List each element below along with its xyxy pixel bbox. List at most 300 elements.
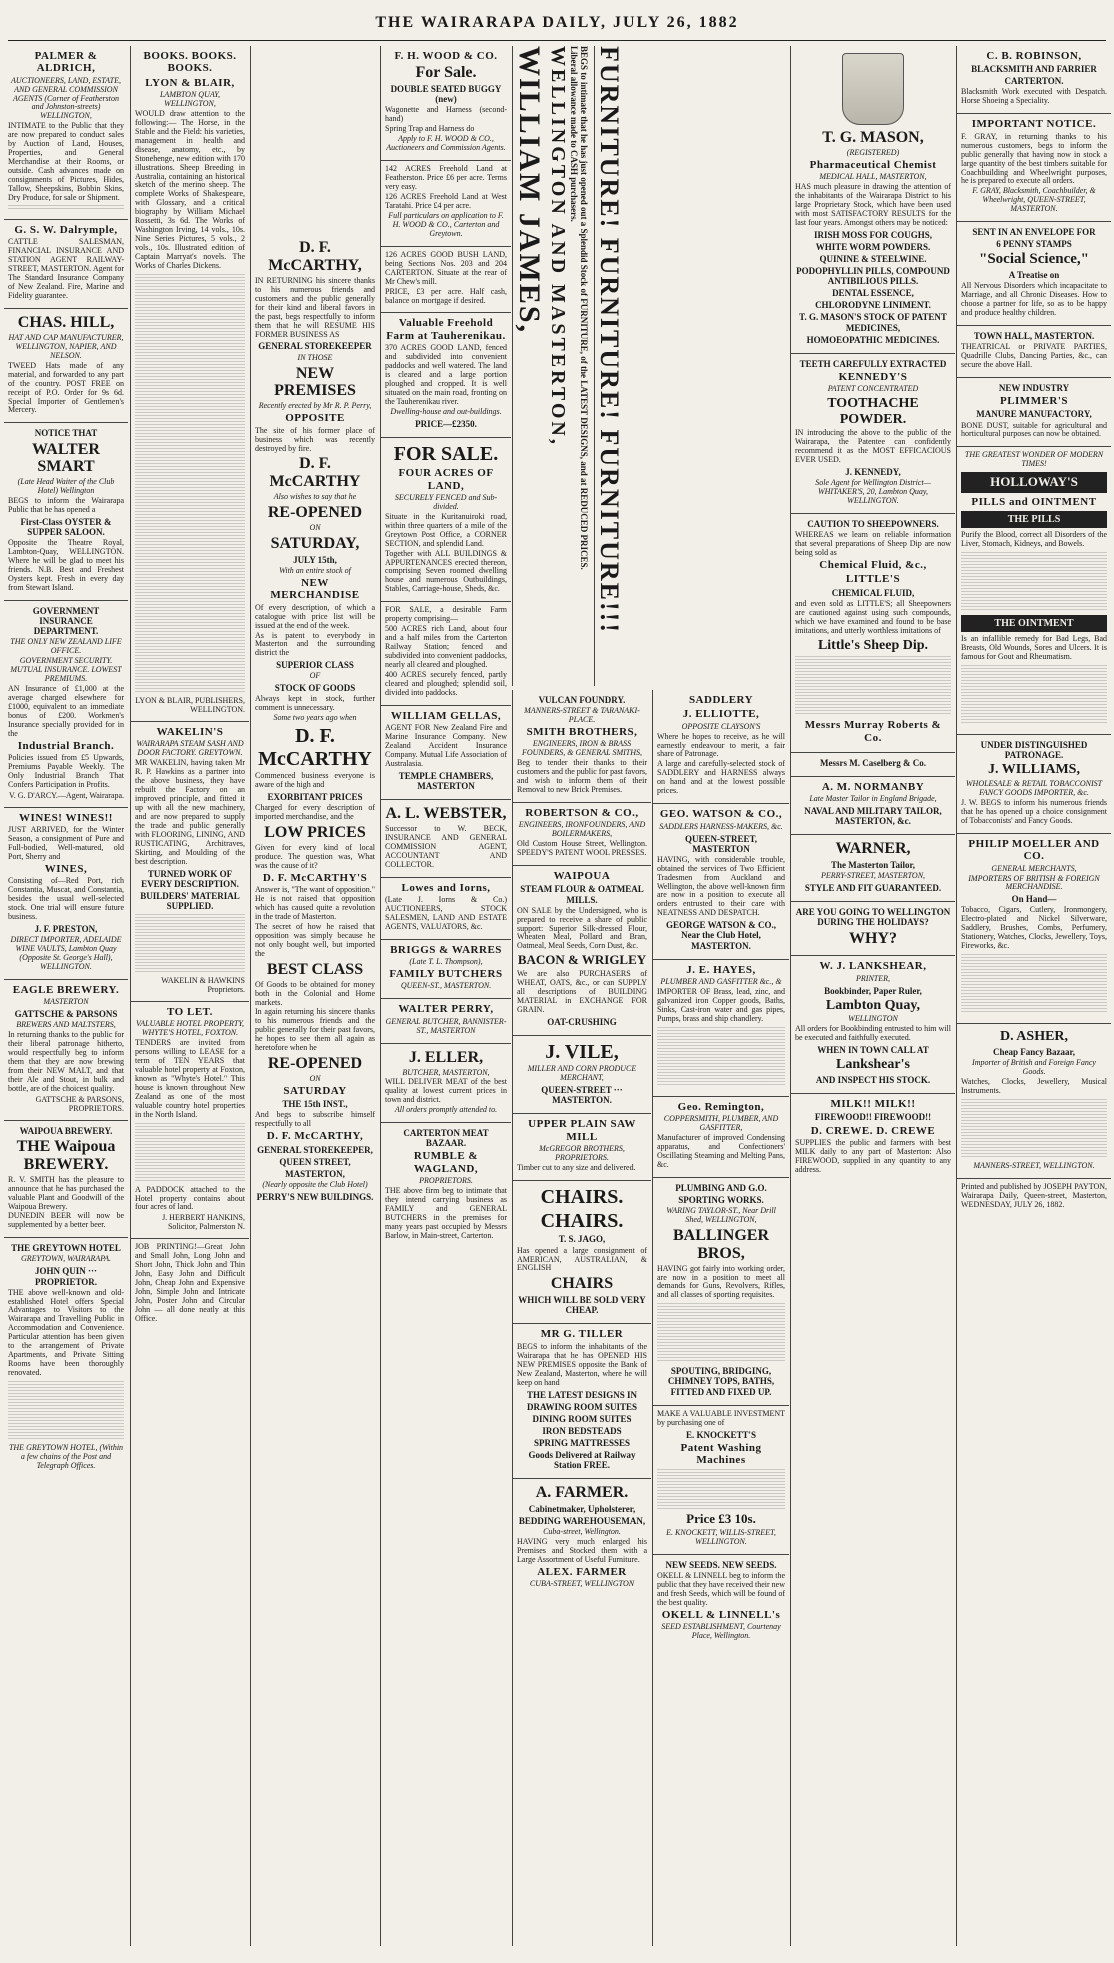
ad-subtitle: The Masterton Tailor, bbox=[831, 860, 915, 871]
ad-vulcan-foundry bbox=[513, 690, 651, 803]
ad-subtitle: IMPORTERS OF BRITISH & FOREIGN MERCHANDISE. bbox=[968, 873, 1100, 892]
ad-line: Some two years ago when bbox=[273, 713, 357, 723]
ad-body: INTIMATE to the Public that they are now prepared to conduct sales by Auction of Land, Houses, Properties, and General Merchandise at their Rooms, or outside. Cash advances made on consignments of Pictures, Hides, Tallow, Sheepskins, Bobbin Skins, Dry Produce, for sale or Shipment. bbox=[8, 121, 124, 203]
ad-lyon-blair bbox=[131, 46, 249, 722]
printer-imprint: Printed and published by JOSEPH PAYTON, Wairarapa Daily, Queen-street, Masterton, WEDNESDAY, JULY 26, 1882. bbox=[961, 1181, 1107, 1209]
ad-heading: MANURE MANUFACTORY, bbox=[976, 409, 1092, 420]
ad-body: All Nervous Disorders which incapacitate to Marriage, and all Chronic Diseases. How to choose a partner for life, so as to be happy and produce healthy children. bbox=[961, 281, 1107, 318]
ad-dalrymple bbox=[4, 220, 128, 309]
ad-title: D. ASHER, bbox=[999, 1029, 1069, 1045]
ad-title: F. H. WOOD & CO. bbox=[394, 50, 498, 62]
ad-heading: First-Class OYSTER & SUPPER SALOON. bbox=[20, 517, 112, 538]
ad-subtitle: WAIRARAPA STEAM SASH AND DOOR FACTORY. GREYTOWN. bbox=[136, 739, 244, 758]
ad-remington bbox=[653, 1097, 789, 1178]
ad-body: Always kept in stock, further comment is unnecessary. bbox=[255, 694, 375, 713]
ad-lankshear bbox=[791, 956, 955, 1094]
ad-caselberg bbox=[791, 753, 955, 777]
ad-title: NEW INDUSTRY bbox=[998, 383, 1070, 394]
ad-body: 400 ACRES securely fenced, partly cleared and ploughed; splendid soil, divided into paddocks. bbox=[385, 669, 507, 697]
text-filler bbox=[961, 954, 1107, 1014]
ad-line: Cuba-street, Wellington. bbox=[543, 1527, 621, 1537]
ad-heading: FIREWOOD!! FIREWOOD!! bbox=[814, 1112, 932, 1123]
ad-subtitle: (REGISTERED) bbox=[846, 147, 900, 157]
ad-body: SUPPLIES the public and farmers with best MILK daily to any part of Masterton: Also FIREWOOD, supplied in any quantity to any address. bbox=[795, 1137, 951, 1174]
ad-line: THE LATEST DESIGNS IN bbox=[527, 1389, 637, 1400]
ad-subtitle: MEDICAL HALL, MASTERTON, bbox=[819, 172, 927, 182]
ad-heading: "Social Science," bbox=[979, 251, 1089, 268]
ad-heading: WHY? bbox=[849, 929, 897, 947]
ad-holloway bbox=[957, 447, 1111, 735]
ad-heading: WINES, bbox=[44, 862, 88, 875]
ad-knockett bbox=[653, 1406, 789, 1555]
ad-subtitle: Importer of British and Foreign Fancy Goods. bbox=[972, 1058, 1096, 1076]
ad-name: ALEX. FARMER bbox=[537, 1565, 627, 1578]
ad-title: TO LET. bbox=[167, 1005, 213, 1018]
ad-title: PALMER & ALDRICH, bbox=[34, 50, 98, 75]
ad-title: NOTICE THAT bbox=[34, 428, 98, 439]
ad-body: The secret of how he raised that opposition was simply because he not only bought well, but imported the bbox=[255, 921, 375, 958]
ad-line: ON bbox=[309, 1074, 321, 1084]
ad-footer: Sole Agent for Wellington District— WHITAKER'S, 20, Lambton Quay, WELLINGTON. bbox=[815, 478, 931, 506]
ad-eller bbox=[381, 1044, 511, 1124]
ad-heading: PILLS and OINTMENT bbox=[971, 495, 1097, 508]
ad-line: Recently erected by Mr R. P. Perry, bbox=[258, 401, 372, 411]
ad-subtitle: BREWERS AND MALTSTERS, bbox=[16, 1020, 116, 1030]
ad-body: Of every description, of which a catalogue with price list will be issued at the end of the week. bbox=[255, 602, 375, 630]
ad-line: NAVAL AND MILITARY TAILOR, MASTERTON, &c. bbox=[804, 806, 942, 827]
ad-heading: OPPOSITE bbox=[285, 412, 345, 425]
ad-wakelin bbox=[131, 722, 249, 1002]
ad-line: Full particulars on application to F. H. WOOD & CO., Carterton and Greytown. bbox=[388, 210, 504, 238]
ad-subtitle: Late Master Tailor in England Brigade, bbox=[809, 794, 937, 804]
ad-body: Policies issued from £5 Upwards, Premiums Payable Weekly. The Only Industrial Branch That Confers Participation in Profits. bbox=[8, 753, 124, 789]
column-7 bbox=[652, 690, 789, 1946]
ad-gray-notice bbox=[957, 114, 1111, 222]
ad-body: Consisting of—Red Port, rich Constantia, Muscat, and Constantia, besides the usual well-selected stock. One trial will ensure future business. bbox=[8, 876, 124, 922]
ad-body: Watches, Clocks, Jewellery, Musical Instruments. bbox=[961, 1076, 1107, 1095]
ad-greytown-hotel bbox=[4, 1238, 128, 1478]
ad-title: PHILIP MOELLER AND CO. bbox=[968, 837, 1100, 863]
ad-title: WAIPOUA bbox=[553, 870, 611, 883]
ad-body: BEGS to inform the inhabitants of the Wairarapa that he has OPENED HIS NEW PREMISES opposite the Bank of New Zealand, Masterton, where he will keep on hand bbox=[517, 1341, 647, 1387]
ad-body: TWEED Hats made of any material, and forwarded to any part of the country. POST FREE on receipt of P.O. Order for 9s 6d. Special Importer of Gentlemen's Mercery. bbox=[8, 360, 124, 415]
ad-body: Together with ALL BUILDINGS & APPURTENANCES erected thereon, comprising Seven roomed dwelling house and numerous Outbuildings, Stables, Carriage-house, Sheds, &c. bbox=[385, 548, 507, 594]
ad-subtitle: AUCTIONEERS, LAND, ESTATE, AND GENERAL COMMISSION AGENTS (Corner of Featherston and Johnston-streets) WELLINGTON, bbox=[10, 75, 121, 121]
ad-line: Spring Trap and Harness do bbox=[385, 124, 475, 134]
ad-name: D. CREWE. D. CREWE bbox=[810, 1124, 936, 1137]
ad-heading: CHAIRS bbox=[550, 1275, 614, 1293]
column-8 bbox=[790, 46, 955, 1946]
ad-title: SENT IN AN ENVELOPE FOR bbox=[972, 227, 1096, 238]
ad-name: RUMBLE & WAGLAND, bbox=[413, 1150, 479, 1175]
ad-heading: SUPERIOR CLASS bbox=[276, 660, 354, 671]
ad-price: PRICE—£2350. bbox=[415, 418, 477, 429]
ad-robinson bbox=[957, 46, 1111, 114]
ad-line: WHITE WORM POWDERS. bbox=[815, 241, 931, 252]
ad-footer: SEED ESTABLISHMENT, Courtenay Place, Wellington. bbox=[661, 1621, 781, 1640]
ad-line: IRISH MOSS FOR COUGHS, bbox=[813, 229, 933, 240]
ad-signature: WAKELIN & HAWKINS Proprietors. bbox=[161, 975, 245, 994]
column-1 bbox=[4, 46, 128, 1946]
ad-name: J. WILLIAMS, bbox=[988, 762, 1080, 778]
ad-asher bbox=[957, 1024, 1111, 1179]
ad-body: R. V. SMITH has the pleasure to announce that he has purchased the valuable Plant and Goodwill of the Waipoua Brewery. bbox=[8, 1174, 124, 1211]
ad-subtitle: GREYTOWN, WAIRARAPA. bbox=[20, 1254, 112, 1264]
ad-subtitle: THE ONLY NEW ZEALAND LIFE OFFICE. bbox=[10, 637, 122, 656]
ad-body: FOR SALE, a desirable Farm property comprising— bbox=[385, 605, 507, 624]
ad-heading: SATURDAY bbox=[283, 1085, 347, 1098]
ad-line: DOUBLE SEATED BUGGY (new) bbox=[390, 84, 502, 105]
ad-subtitle: MANNERS-STREET & TARANAKI-PLACE. bbox=[524, 706, 640, 725]
ad-name: D. F. McCARTHY, bbox=[266, 1130, 364, 1143]
ad-line: PODOPHYLLIN PILLS, COMPOUND ANTIBILIOUS PILLS. bbox=[796, 266, 950, 287]
ad-body: CATTLE SALESMAN, FINANCIAL INSURANCE AND STATION AGENT RAILWAY-STREET, MASTERTON. Agent for The Standard Insurance Company of New Zealand. Fire, Marine and Fidelity guarantee. bbox=[8, 237, 124, 300]
ad-eagle-brewery bbox=[4, 980, 128, 1121]
ad-body: Opposite the Theatre Royal, Lambton-Quay, WELLINGTON. Where he will be glad to meet his friends. N.B. Best and Freshest Oysters kept. Fresh in every day from Stewart Island. bbox=[8, 538, 124, 593]
ad-elliotte bbox=[653, 690, 789, 804]
ad-watson bbox=[653, 804, 789, 959]
ad-body: IN introducing the above to the public of the Wairarapa, the Patentee can confidently recommend it as the MOST EFFICACIOUS EVER USED. bbox=[795, 428, 951, 465]
ad-subtitle: ENGINEERS, IRON & BRASS FOUNDERS, & GENERAL SMITHS, bbox=[521, 739, 643, 758]
ad-subtitle: BUTCHER, MASTERTON, bbox=[402, 1067, 490, 1077]
ad-signature: F. GRAY, Blacksmith, Coachbuilder, & Wheelwright, QUEEN-STREET, MASTERTON. bbox=[972, 186, 1096, 214]
ad-title: NEW SEEDS. NEW SEEDS. bbox=[665, 1559, 777, 1570]
ad-line: DRAWING ROOM SUITES bbox=[526, 1401, 638, 1412]
ad-robertson bbox=[513, 803, 651, 866]
ad-heading: FOUR ACRES OF LAND, bbox=[398, 467, 494, 492]
ad-body: PRICE, £3 per acre. Half cash, balance on mortgage if desired. bbox=[385, 286, 507, 305]
ad-name: Lankshear's bbox=[836, 1057, 910, 1073]
ad-title: J. ELLER, bbox=[408, 1048, 484, 1066]
ad-line: All orders promptly attended to. bbox=[394, 1105, 498, 1115]
ad-title: MR G. TILLER bbox=[540, 1328, 624, 1341]
ad-palmer-aldrich bbox=[4, 46, 128, 220]
ad-body: OKELL & LINNELL beg to inform the public that they have received their new and fresh Seeds, which will be found of the best quality. bbox=[657, 1570, 785, 1607]
ad-title: Messrs M. Caselberg & Co. bbox=[820, 757, 926, 768]
ad-body: Given for every kind of local produce. The question was, What was the cause of it? bbox=[255, 842, 375, 870]
ad-title: BOOKS. BOOKS. BOOKS. bbox=[143, 50, 237, 75]
ad-body: 370 ACRES GOOD LAND, fenced and subdivided into convenient paddocks and well watered. The land is cleared and a large portion ploughed and cropped. It is well situated on the main road, fronting on the Tauherenikau river. bbox=[385, 343, 507, 406]
ad-name: GATTSCHE & PARSONS bbox=[14, 1009, 118, 1020]
ad-line: THE 15th INST., bbox=[282, 1099, 348, 1110]
ad-vile bbox=[513, 1036, 651, 1114]
ad-body: AGENT FOR New Zealand Fire and Marine Insurance Company. New Zealand Accident Insurance Company. Mutual Life Association of Australasia. bbox=[385, 723, 507, 768]
ad-heading: For Sale. bbox=[415, 64, 477, 82]
ad-body: JUST ARRIVED, for the Winter Season, a consignment of Pure and Full-bodied, Well-matured, old Port, Sherry and bbox=[8, 825, 124, 861]
ad-name: THE Waipoua BREWERY. bbox=[16, 1137, 116, 1173]
ad-body: BONE DUST, suitable for agricultural and horticultural purposes can now be obtained. bbox=[961, 420, 1107, 439]
ad-subtitle: MILLER AND CORN PRODUCE MERCHANT, bbox=[527, 1064, 637, 1083]
ad-farmer bbox=[513, 1479, 651, 1596]
ad-heading: BUILDERS' MATERIAL SUPPLIED. bbox=[140, 890, 240, 911]
ad-line: CARTERTON. bbox=[1004, 76, 1064, 87]
ad-line: Dwelling-house and out-buildings. bbox=[390, 406, 502, 416]
ad-title: TOWN HALL, MASTERTON. bbox=[973, 331, 1095, 342]
ad-banner: THE PILLS bbox=[961, 511, 1107, 528]
ad-hayes bbox=[653, 960, 789, 1097]
ad-line: WHICH WILL BE SOLD VERY CHEAP. bbox=[518, 1295, 646, 1316]
ad-subtitle: HAT AND CAP MANUFACTURER, WELLINGTON, NAPIER, AND NELSON. bbox=[8, 332, 124, 360]
ad-title: MILK!! MILK!! bbox=[830, 1098, 916, 1111]
column-2 bbox=[130, 46, 249, 1946]
ad-heading: STOCK OF GOODS bbox=[274, 683, 356, 694]
ad-line: T. G. MASON'S STOCK OF PATENT MEDICINES, bbox=[799, 312, 947, 333]
text-filler bbox=[135, 1123, 245, 1183]
ad-line: IRON BEDSTEADS bbox=[542, 1425, 622, 1436]
ad-subtitle: WARING TAYLOR-ST., Near Drill Shed, WELLINGTON, bbox=[666, 1205, 776, 1224]
ad-banner: THE OINTMENT bbox=[961, 615, 1107, 632]
ad-heading: Bookbinder, Paper Ruler, bbox=[824, 985, 922, 996]
ad-name: Messrs Murray Roberts & Co. bbox=[804, 719, 942, 744]
ad-heading: Little's Sheep Dip. bbox=[817, 637, 929, 653]
ad-line: DINING ROOM SUITES bbox=[532, 1413, 632, 1424]
ad-line: CHLORODYNE LINIMENT. bbox=[815, 300, 931, 311]
ad-okell-linnell bbox=[653, 1555, 789, 1648]
ad-line: JULY 15th, bbox=[293, 554, 337, 565]
ad-name: D. F. McCARTHY bbox=[258, 725, 372, 770]
ad-name: WALTER SMART bbox=[32, 440, 100, 476]
ad-title: BRIGGS & WARRES bbox=[390, 943, 502, 956]
ad-body: Is an infallible remedy for Bad Legs, Bad Breasts, Old Wounds, Sores and Ulcers. It is famous for Gout and Rheumatism. bbox=[961, 634, 1107, 662]
masthead-rule bbox=[8, 40, 1106, 41]
ad-line: STYLE AND FIT GUARANTEED. bbox=[804, 883, 942, 894]
ad-body: MR WAKELIN, having taken Mr R. P. Hawkins as a partner into the above business, they have rebuilt the Factory on an improved principle, and fitted it up with all the new machinery, and are now prepared to supply the trade and public generally with FLOORING, LINING, AND RUSTICATING, Architraves, Skirting, and Moulding of the best description. bbox=[135, 758, 245, 866]
ad-signature: J. HERBERT HANKINS, Solicitor, Palmerston N. bbox=[162, 1213, 245, 1232]
ad-line: GENERAL STOREKEEPER, bbox=[257, 1144, 373, 1155]
ad-title: CHAIRS. bbox=[540, 1185, 624, 1208]
column-9 bbox=[956, 46, 1111, 1946]
ad-town-hall bbox=[957, 326, 1111, 378]
ad-body: 142 ACRES Freehold Land at Featherston. Price £6 per acre. Terms very easy. bbox=[385, 164, 507, 192]
ad-heading: Chemical Fluid, &c., bbox=[819, 559, 927, 572]
ad-heading: TOOTHACHE POWDER. bbox=[827, 396, 919, 427]
ad-heading: Patent Washing Machines bbox=[680, 1441, 762, 1466]
ad-line: BEGS to intimate that he has just opened out a Splendid Stock of FURNITURE, of the LATEST DESIGNS, and at REDUCED PRICES. bbox=[579, 46, 590, 570]
ad-title: TEETH CAREFULLY EXTRACTED bbox=[799, 358, 947, 369]
column-3 bbox=[250, 46, 379, 1946]
ad-government-insurance bbox=[4, 601, 128, 808]
ad-kennedy bbox=[791, 354, 955, 514]
ad-title: G. S. W. Dalrymple, bbox=[14, 223, 118, 236]
ad-banner: HOLLOWAY'S bbox=[961, 472, 1107, 493]
ad-line: IN THOSE bbox=[297, 352, 333, 362]
ad-heading: OAT-CRUSHING bbox=[547, 1016, 617, 1027]
ad-heading: LITTLE'S bbox=[845, 573, 901, 586]
ad-heading: SATURDAY, bbox=[270, 535, 360, 553]
ad-rumble-wagland bbox=[381, 1123, 511, 1247]
ad-body: JOB PRINTING!—Great John and Small John, Long John and Short John, Thick John and Thin John, Easy John and Difficult John, Cheap John and Expensive John, Simple John and Intricate John, Poster John and Circular John — all done neatly at this Office. bbox=[135, 1242, 245, 1323]
ad-name: OKELL & LINNELL's bbox=[661, 1608, 781, 1621]
ad-body: A large and carefully-selected stock of SADDLERY and HARNESS always on hand and at the lowest possible prices. bbox=[657, 759, 785, 796]
ad-subtitle: GOVERNMENT SECURITY. MUTUAL INSURANCE. LOWEST PREMIUMS. bbox=[10, 656, 122, 684]
ad-line: WHEN IN TOWN CALL AT bbox=[817, 1045, 929, 1056]
ad-line: QUEEN-ST., MASTERTON. bbox=[400, 981, 492, 991]
ad-title: Geo. Remington, bbox=[677, 1100, 765, 1113]
ad-subtitle: COPPERSMITH, PLUMBER, AND GASFITTER, bbox=[663, 1113, 779, 1132]
ad-body: HAVING very much enlarged his Premises and Stocked them with a Large Assortment of Useful Furniture. bbox=[517, 1537, 647, 1565]
ad-title: A. L. WEBSTER, bbox=[385, 805, 507, 823]
ad-subtitle: (Late Head Waiter of the Club Hotel) Wellington bbox=[17, 477, 115, 496]
ad-subtitle: LAMBTON QUAY, WELLINGTON, bbox=[159, 89, 221, 108]
ad-title: THE GREYTOWN HOTEL bbox=[11, 1243, 121, 1254]
ad-heading: BEST CLASS bbox=[266, 960, 364, 978]
ad-title: J. E. HAYES, bbox=[686, 963, 756, 976]
ad-body: F. GRAY, in returning thanks to his numerous customers, begs to inform the public generally that having now in stock a large quantity of the best timbers suitable for Coachbuilding and Wheelwright purposes, he is prepared to execute all orders. bbox=[961, 131, 1107, 186]
text-filler bbox=[657, 1027, 785, 1087]
ad-heading: RE-OPENED bbox=[267, 504, 363, 522]
mortar-pestle-icon bbox=[842, 53, 904, 125]
ad-subtitle: Cabinetmaker, Upholsterer, bbox=[528, 1504, 636, 1515]
ad-heading: CHEMICAL FLUID, bbox=[831, 587, 915, 598]
ad-title: ARE YOU GOING TO WELLINGTON DURING THE HOLIDAYS? bbox=[795, 907, 951, 928]
column-6 bbox=[512, 690, 651, 1946]
ad-line: (Nearly opposite the Club Hotel) bbox=[262, 1179, 368, 1189]
ad-normanby bbox=[791, 777, 955, 835]
ad-william-gellas bbox=[381, 706, 511, 800]
ad-wood-for-sale bbox=[381, 46, 511, 161]
ad-title: EAGLE BREWERY. bbox=[12, 983, 120, 996]
ad-body: ON SALE by the Undersigned, who is prepared to receive a share of public support: Superior Silk-dressed Flour, Wheaten Meal, Pollard and Bran, Oatmeal, Meal Seeds, Corn Dust, &c. bbox=[517, 905, 647, 951]
ad-crewe bbox=[791, 1094, 955, 1182]
ad-line: ON bbox=[309, 523, 321, 533]
ad-wellington-holidays bbox=[791, 902, 955, 956]
ad-body: THEATRICAL or PRIVATE PARTIES, Quadrille Clubs, Dancing Parties, &c., can secure the above Hall. bbox=[961, 342, 1107, 370]
ad-subtitle: PROPRIETORS. bbox=[419, 1176, 473, 1186]
ad-name: J. ELLIOTTE, bbox=[682, 708, 760, 721]
ad-footer: E. KNOCKETT, WILLIS-STREET, WELLINGTON. bbox=[666, 1527, 776, 1546]
ad-line: AND INSPECT HIS STOCK. bbox=[815, 1075, 931, 1086]
ad-heading: STEAM FLOUR & OATMEAL MILLS. bbox=[520, 884, 644, 905]
ad-body: 500 ACRES rich Land, about four and a half miles from the Carterton Railway Station; fenced and subdivided into convenient paddocks, nearly all cleared and ploughed. bbox=[385, 624, 507, 670]
ad-body: A PADDOCK attached to the Hotel property contains about four acres of land. bbox=[135, 1184, 245, 1212]
ad-body: Successor to W. BECK, INSURANCE AND GENERAL COMMISSION AGENT, ACCOUNTANT AND COLLECTOR. bbox=[385, 823, 507, 869]
ad-body: Where he hopes to receive, as he will earnestly endeavour to merit, a fair share of Patronage. bbox=[657, 731, 785, 759]
text-filler bbox=[657, 1469, 785, 1509]
ad-subtitle: BEDDING WAREHOUSEMAN, bbox=[518, 1516, 646, 1527]
ad-chairs-jago bbox=[513, 1181, 651, 1325]
ad-subtitle: PLUMBER AND GASFITTER &c., & bbox=[660, 976, 782, 986]
ad-body: Purify the Blood, correct all Disorders of the Liver, Stomach, Kidneys, and Bowels. bbox=[961, 530, 1107, 549]
ad-signature: LYON & BLAIR, PUBLISHERS, WELLINGTON. bbox=[135, 696, 245, 714]
ad-wood-bush-land bbox=[381, 247, 511, 314]
ad-line: QUEEN STREET, bbox=[279, 1156, 351, 1167]
ad-lowes-iorns bbox=[381, 878, 511, 940]
ad-name: KENNEDY'S bbox=[838, 370, 908, 383]
ad-heading: SPORTING WORKS. bbox=[678, 1194, 764, 1205]
ad-title: THE GREATEST WONDER OF MODERN TIMES! bbox=[964, 450, 1104, 469]
ad-farm-property bbox=[381, 602, 511, 706]
ad-body: The site of his former place of business which was recently destroyed by fire. bbox=[255, 425, 375, 453]
ad-line: QUEEN-STREET, MASTERTON bbox=[684, 833, 758, 854]
ad-body: IMPORTER OF Brass, lead, zinc, and galvanized iron Copper goods, Baths, Sinks, Cast-iron water and gas pipes, Pumps, brass and ship chandlery. bbox=[657, 986, 785, 1023]
ad-body: In returning thanks to the public for their liberal patronage hitherto, would respectfully beg to inform them that they are now brewing from their NEW MALT, and that their Ale and Stout, in bulk and bottle, are of the choicest quality. bbox=[8, 1030, 124, 1093]
ad-body: And begs to subscribe himself respectfully to all bbox=[255, 1110, 375, 1129]
rotated-ad-container bbox=[595, 46, 643, 686]
ad-body: 126 ACRES GOOD BUSH LAND, being Sections Nos. 203 and 204 CARTERTON. Situate at the rear of Mr Chew's mill. bbox=[385, 249, 507, 286]
ad-mccarthy bbox=[251, 46, 379, 1210]
ad-heading: NEW PREMISES bbox=[274, 364, 356, 400]
ad-tauherenikau-farm bbox=[381, 313, 511, 437]
ad-subtitle: Cheap Fancy Bazaar, bbox=[993, 1046, 1075, 1057]
ad-body: and even sold as LITTLE'S; all Sheepowners are cautioned against using such compounds, which we have examined and found to be base imitations, and utterly worthless imitations of bbox=[795, 598, 951, 635]
ad-footer: THE GREYTOWN HOTEL, (Within a few chains of the Post and Telegraph Offices. bbox=[8, 1443, 124, 1471]
ad-title: WAIPOUA BREWERY. bbox=[19, 1125, 113, 1136]
ad-line: SPRING MATTRESSES bbox=[533, 1437, 631, 1448]
ad-heading: Lambton Quay, bbox=[825, 997, 921, 1013]
ad-subtitle: GENERAL BUTCHER, BANNISTER-ST., MASTERTON bbox=[385, 1016, 507, 1035]
ad-title: UNDER DISTINGUISHED PATRONAGE. bbox=[980, 740, 1088, 761]
ad-subtitle: DIRECT IMPORTER, ADELAIDE WINE VAULTS, Lambton Quay (Opposite St. George's Hall), WELLINGTON. bbox=[10, 935, 122, 971]
ad-subtitle: BLACKSMITH AND FARRIER bbox=[971, 64, 1097, 75]
rotated-ad-container bbox=[513, 46, 593, 686]
ad-title: UPPER PLAIN SAW MILL bbox=[528, 1118, 636, 1143]
ad-title: CAUTION TO SHEEPOWNERS. bbox=[807, 519, 939, 530]
ad-title: GEO. WATSON & CO., bbox=[659, 808, 783, 821]
ad-subtitle: ENGINEERS, IRONFOUNDERS, AND BOILERMAKERS, bbox=[518, 820, 646, 839]
ad-chas-hill bbox=[4, 309, 128, 423]
ad-title: FOR SALE. bbox=[393, 442, 499, 465]
ad-body: Commenced business everyone is aware of the high and bbox=[255, 771, 375, 790]
ad-name: SMITH BROTHERS, bbox=[526, 725, 638, 738]
ad-line: Also wishes to say that he bbox=[273, 492, 357, 502]
ad-body: AN Insurance of £1,000 at the average charged elsewhere for £1000, equivalent to an immediate bonus of £200. Workmen's Insurance specially provided for in the bbox=[8, 684, 124, 738]
ad-footer: MANNERS-STREET, WELLINGTON. bbox=[973, 1160, 1095, 1170]
ad-body: WILL DELIVER MEAT of the best quality at lowest current prices in town and district. bbox=[385, 1077, 507, 1105]
ad-body: In again returning his sincere thanks to his numerous friends and the public generally for their past favors, he hopes to see them all again as heretofore when he bbox=[255, 1007, 375, 1053]
ad-name: T. S. JAGO, bbox=[558, 1234, 606, 1245]
ad-body: BEGS to inform the Wairarapa Public that he has opened a bbox=[8, 496, 124, 515]
ad-mason-chemist bbox=[791, 46, 955, 354]
ad-body: Charged for every description of imported merchandise, and the bbox=[255, 803, 375, 822]
ad-line: With an entire stock of bbox=[279, 566, 351, 576]
ad-title: CARTERTON MEAT BAZAAR. bbox=[403, 1128, 489, 1149]
ad-body: All orders for Bookbinding entrusted to him will be executed and faithfully executed. bbox=[795, 1024, 951, 1043]
ad-line: Wagonette and Harness (second-hand) bbox=[385, 105, 507, 124]
ad-line: PERRY'S NEW BUILDINGS. bbox=[256, 1191, 374, 1202]
ad-body: THE above well-known and old-established Hotel offers Special Advantages to Visitors to the Wairarapa and Travelling Public in Accommodation and Convenience. Particular attention has been given to the arrangement of Private Apartments, and Private Sitting Rooms have been thoroughly renovated. bbox=[8, 1287, 124, 1378]
text-filler bbox=[961, 1099, 1107, 1159]
ad-title: A. M. NORMANBY bbox=[821, 780, 925, 793]
ad-briggs-warres bbox=[381, 940, 511, 1000]
ad-line: 6 PENNY STAMPS bbox=[996, 239, 1072, 250]
ad-heading: EXORBITANT PRICES bbox=[267, 792, 363, 803]
ad-title: CHAS. HILL, bbox=[17, 313, 115, 331]
ad-title: VULCAN FOUNDRY. bbox=[538, 695, 626, 705]
ad-line: QUININE & STEELWINE. bbox=[819, 254, 927, 265]
ad-body: As is patent to everybody in Masterton and the surrounding district the bbox=[255, 630, 375, 658]
ad-title: J. VILE, bbox=[545, 1040, 619, 1063]
ad-warner bbox=[791, 835, 955, 902]
ad-name: D. F. McCARTHY bbox=[269, 455, 361, 491]
ad-plimmer bbox=[957, 378, 1111, 447]
ad-line: Apply to F. H. WOOD & CO., Auctioneers and Commission Agents. bbox=[386, 134, 506, 153]
ad-moeller bbox=[957, 834, 1111, 1024]
ad-title: Valuable Freehold Farm at Tauherenikau. bbox=[386, 317, 506, 342]
ad-title: FURNITURE! FURNITURE! FURNITURE!!! bbox=[595, 46, 625, 634]
newspaper-title: THE WAIRARAPA DAILY, JULY 26, 1882 bbox=[375, 14, 739, 31]
ad-body: THE above firm beg to intimate that they intend carrying business as FAMILY and GENERAL BUTCHERS in the premises for many years past occupied by Messrs Barlow, in Main-street, Carterton. bbox=[385, 1186, 507, 1240]
ad-heading: TURNED WORK OF EVERY DESCRIPTION. bbox=[141, 868, 239, 889]
ad-social-science bbox=[957, 222, 1111, 326]
ad-webster bbox=[381, 800, 511, 878]
text-filler bbox=[135, 914, 245, 974]
ad-body: 126 ACRES Freehold Land at West Taratahi. Price £4 per acre. bbox=[385, 192, 507, 210]
ad-title: C. B. ROBINSON, bbox=[986, 50, 1082, 62]
ad-name: J. F. PRESTON, bbox=[34, 924, 98, 935]
ad-signature: J. KENNEDY, bbox=[845, 467, 901, 478]
ad-body: We are also PURCHASERS of WHEAT, OATS, &c., or can SUPPLY all descriptions of BUILDING MATERIAL in EXCHANGE FOR GRAIN. bbox=[517, 968, 647, 1014]
ad-heading: LOW PRICES bbox=[264, 824, 366, 841]
